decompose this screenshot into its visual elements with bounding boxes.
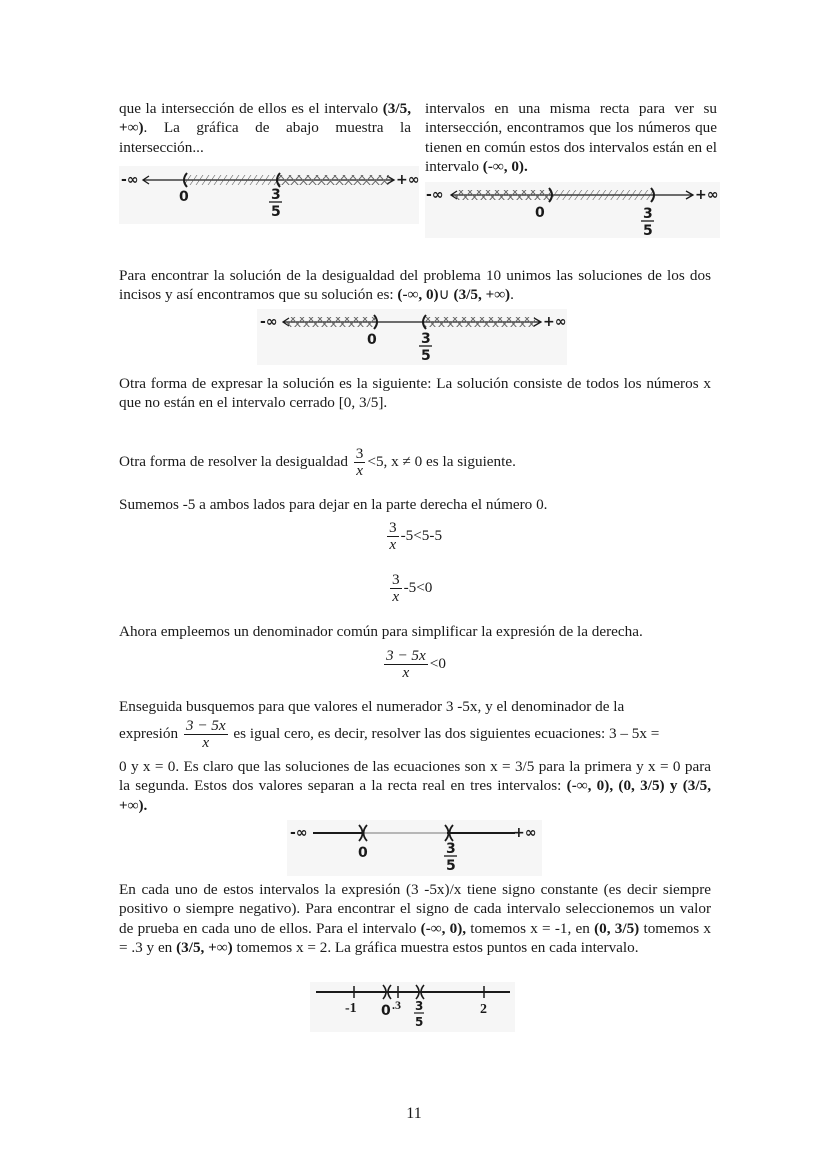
denominator: x xyxy=(356,462,363,479)
number-line-three-intervals xyxy=(287,820,542,876)
three-fifths-den: 5 xyxy=(446,858,456,874)
right-column-text xyxy=(425,99,717,177)
text: es la siguiente. xyxy=(422,452,516,470)
two-label: 2 xyxy=(480,1002,487,1017)
paragraph-zeros-line1: Enseguida busquemos para que valores el numerador 3 -5x, y el denominador de la xyxy=(119,698,625,715)
equation-rest: -5<0 xyxy=(403,578,433,596)
interval-bold: (-∞, 0). xyxy=(482,158,528,176)
hatched-region xyxy=(185,175,277,185)
number-line-intersection-right xyxy=(425,182,720,238)
minus-one-label: -1 xyxy=(345,1001,357,1016)
figure-background xyxy=(287,820,542,876)
equation-rest: -5<5-5 xyxy=(400,526,443,544)
intervals-bold: (-∞, 0), (0, 3/5) y (3/5, +∞). xyxy=(119,777,711,814)
text: tomemos x = .3 y en xyxy=(119,919,711,957)
interval-bold: (3/5, +∞) xyxy=(449,286,511,304)
number-line-intersection-left xyxy=(119,166,419,224)
paragraph-common-denominator: Ahora empleemos un denominador común para simplificar la expresión de la derecha. xyxy=(119,623,643,640)
paragraph-union xyxy=(119,266,711,305)
paragraph-sign-test xyxy=(119,880,711,958)
interval-bold: (3/5, +∞) xyxy=(176,939,233,957)
three-fifths-num: 3 xyxy=(415,999,424,1013)
text: 0 y x = 0. Es claro que las soluciones de las ecuaciones son x = 3/5 para la primera y x = 0 para la segunda. Estos dos valores separan a la recta real en tres intervalos: xyxy=(119,758,711,795)
fraction xyxy=(184,718,228,751)
inequality-rest: <5, x ≠ 0 xyxy=(367,452,423,470)
number-line-svg xyxy=(257,309,567,365)
number-line-svg xyxy=(310,982,515,1032)
interval-bold: (-∞, 0), xyxy=(420,919,467,937)
numerator: 3 − 5x xyxy=(386,647,426,664)
three-fifths-den: 5 xyxy=(415,1015,424,1029)
interval-bold: (-∞, 0) xyxy=(397,286,439,304)
denominator: x xyxy=(389,536,397,553)
text: tomemos x = -1, en xyxy=(466,919,595,937)
interval-bold: (3/5, +∞) xyxy=(119,100,411,137)
text: intervalos en una misma recta para ver su intersección, encontramos que los números que tienen en común estos dos intervalos están en el intervalo xyxy=(425,100,717,176)
hatched-region xyxy=(553,190,653,200)
text: Otra forma de resolver la desigualdad xyxy=(119,452,352,470)
zero-label: 0 xyxy=(358,845,368,861)
union-symbol: ∪ xyxy=(438,286,450,304)
text: que la intersección de ellos es el intervalo xyxy=(119,100,383,117)
numerator: 3 − 5x xyxy=(185,717,226,734)
fraction xyxy=(387,520,399,553)
text: Para encontrar la solución de la desigualdad del problema 10 unimos las soluciones de los dos incisos y así encontramos que su solución es: xyxy=(119,267,711,304)
number-line-svg xyxy=(287,820,542,876)
three-fifths-den: 5 xyxy=(271,204,281,220)
equation-1 xyxy=(385,520,442,553)
three-fifths-num: 3 xyxy=(421,331,431,347)
number-line-svg xyxy=(425,182,720,238)
left-column-text xyxy=(119,99,411,157)
neg-inf-label: -∞ xyxy=(290,825,308,841)
page-number: 11 xyxy=(406,1105,422,1122)
fraction-3-over-x xyxy=(354,446,366,479)
neg-inf-label: -∞ xyxy=(260,314,278,330)
neg-inf-label: -∞ xyxy=(426,187,444,203)
zero-label: 0 xyxy=(381,1003,391,1019)
three-fifths-den: 5 xyxy=(421,348,431,364)
point-three-label: .3 xyxy=(392,998,401,1012)
equation-3 xyxy=(382,648,446,681)
numerator: 3 xyxy=(355,445,364,462)
figure-background xyxy=(119,166,419,224)
neg-inf-label: -∞ xyxy=(121,172,139,188)
paragraph-other-method xyxy=(119,446,711,479)
pos-inf-label: +∞ xyxy=(543,314,567,330)
denominator: x xyxy=(392,588,400,605)
text: es igual cero, es decir, resolver las dos siguientes ecuaciones: 3 – 5x = xyxy=(229,724,660,742)
pos-inf-label: +∞ xyxy=(396,172,420,188)
paragraph-alternative-solution: Otra forma de expresar la solución es la siguiente: La solución consiste de todos los números x que no están en el intervalo cerrado [0, 3/5]. xyxy=(119,375,711,412)
equation-rest: <0 xyxy=(429,654,446,672)
crosshatched-right-region xyxy=(425,317,535,327)
numerator: 3 xyxy=(389,519,397,536)
three-fifths-num: 3 xyxy=(271,187,281,203)
text: En cada uno de estos intervalos la expresión (3 -5x)/x tiene signo constante (es decir siempre positivo o siempre negativo). Para encontrar el signo de cada intervalo seleccionemos un valor de prueba en cada uno de ellos. Para el intervalo xyxy=(119,881,711,937)
text: expresión xyxy=(119,724,182,742)
equation-2 xyxy=(388,572,432,605)
denominator: x xyxy=(202,734,210,751)
pos-inf-label: +∞ xyxy=(513,825,537,841)
text: tomemos x = 2. La gráfica muestra estos puntos en cada intervalo. xyxy=(232,939,639,957)
crosshatched-region xyxy=(277,175,389,185)
number-line-svg xyxy=(119,166,419,224)
numerator: 3 xyxy=(392,571,400,588)
fraction xyxy=(384,648,428,681)
paragraph-zeros-rest xyxy=(119,757,711,815)
denominator: x xyxy=(402,664,410,681)
zero-label: 0 xyxy=(179,189,189,205)
crosshatched-left-region xyxy=(287,317,375,327)
crosshatched-region xyxy=(455,190,551,200)
number-line-union xyxy=(257,309,567,365)
paragraph-add-minus-five: Sumemos -5 a ambos lados para dejar en la parte derecha el número 0. xyxy=(119,496,548,513)
text: . xyxy=(510,286,514,304)
zero-label: 0 xyxy=(535,205,545,221)
zero-label: 0 xyxy=(367,332,377,348)
three-fifths-den: 5 xyxy=(643,223,653,239)
text: . La gráfica de abajo muestra la intersección... xyxy=(119,119,411,156)
fraction xyxy=(390,572,402,605)
pos-inf-label: +∞ xyxy=(695,187,719,203)
paragraph-zeros-expression-line xyxy=(119,718,711,751)
number-line-test-points xyxy=(310,982,515,1032)
three-fifths-num: 3 xyxy=(643,206,653,222)
interval-bold: (0, 3/5) xyxy=(594,919,640,937)
three-fifths-num: 3 xyxy=(446,841,456,857)
